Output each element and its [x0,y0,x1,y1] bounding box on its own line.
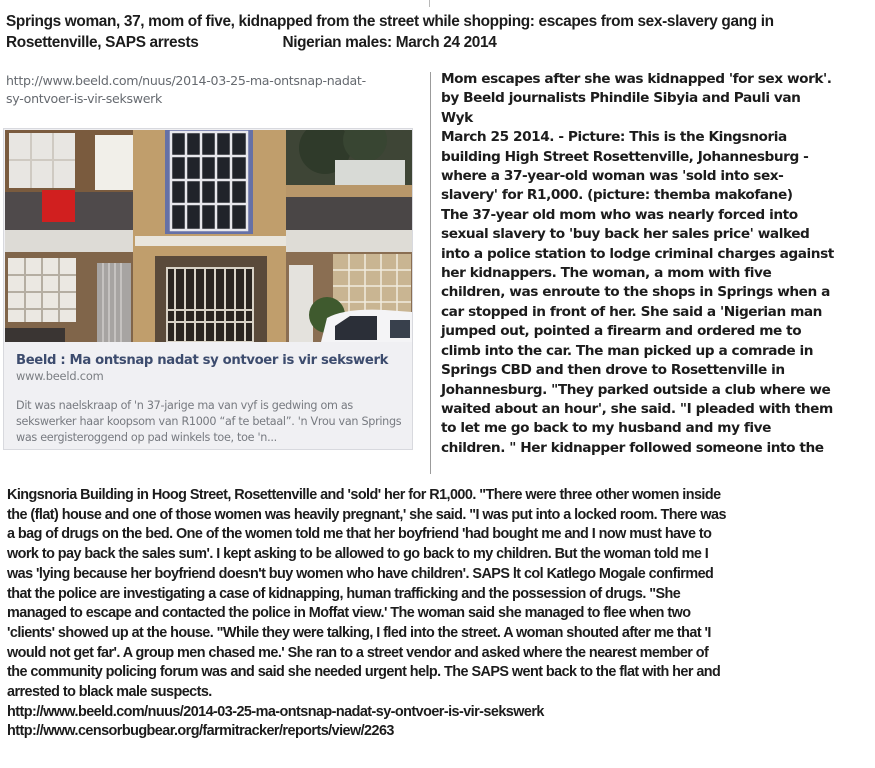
top-tick-mark [429,0,430,7]
headline-line-2 [6,32,866,53]
article-line: The 37-year old mom who was nearly forced into [441,206,798,223]
article-line: to let me go back to my husband and my five [441,420,771,437]
beeld-source-link[interactable]: http://www.beeld.com/nuus/2014-03-25-ma-ontsnap-nadat-sy-ontvoer-is-vir-sekswerk [7,703,544,720]
headline-line-1: Springs woman, 37, mom of five, kidnapped from the street while shopping: escapes from sex-slavery gang in [6,13,774,30]
column-divider [430,72,431,474]
page-headline [6,11,866,53]
article-line: Kingsnoria Building in Hoog Street, Rosettenville and 'sold' her for R1,000. "There were three other women inside [7,487,721,503]
card-domain: www.beeld.com [16,369,104,383]
card-description-line-3: was eergisteroggend op pad winkels toe, toe 'n... [16,431,277,444]
article-line: climb into the car. The man picked up a comrade in [441,342,814,359]
article-line: where a 37-year-old woman was 'sold into sex- [441,168,784,185]
censorbugbear-source-link[interactable]: http://www.censorbugbear.org/farmitracker/reports/view/2263 [7,723,394,740]
article-line: Springs CBD and then drove to Rosettenville in [441,362,785,379]
left-column [3,72,413,108]
article-line: sexual slavery to 'buy back her sales price' walked [441,226,810,243]
card-description-line-1: Dit was naelskraap of 'n 37-jarige ma van vyf is gedwing om as [16,399,353,412]
article-line: car stopped in front of her. She said a 'Nigerian man [441,303,822,320]
article-line: was 'lying because her boyfriend doesn't buy women who have children'. SAPS lt col Katlego Mogale confirmed [7,565,714,582]
source-url-line-1: http://www.beeld.com/nuus/2014-03-25-ma-ontsnap-nadat- [6,73,366,88]
link-preview-card[interactable] [3,128,413,450]
article-line: Wyk [441,109,473,126]
article-line: arrested to black male suspects. [7,684,212,701]
card-description-line-2: sekswerker haar koopsom van R1000 “af te betaal”. 'n Vrou van Springs [16,415,402,428]
article-line: that the police are investigating a case of kidnapping, human trafficking and the possession of drugs. "She [7,585,681,602]
source-url-line-2: sy-ontvoer-is-vir-sekswerk [6,91,163,106]
article-line: jumped out, pointed a firearm and ordered me to [441,323,802,340]
article-line: her kidnappers. The woman, a mom with five [441,265,772,282]
article-line: March 25 2014. - Picture: This is the Kingsnoria [441,129,787,146]
article-line: by Beeld journalists Phindile Sibyia and Pauli van [441,90,801,107]
card-body [16,352,404,446]
article-line: Johannesburg. "They parked outside a club where we [441,381,831,398]
article-line: children, was enroute to the shops in Springs when a [441,284,830,301]
article-line: would not get far'. A group men chased me.' She ran to a street vendor and asked where the nearest member of [7,644,709,661]
article-line: the community policing forum was and said she needed urgent help. The SAPS went back to the flat with her and [7,664,721,681]
article-line: waited about an hour', she said. "I pleaded with them [441,400,833,417]
article-line: a bag of drugs on the bed. One of the women told me that her boyfriend 'had bought me and I now must have to [7,526,712,543]
headline-line-2-part-b: Nigerian males: March 24 2014 [282,34,497,51]
article-line: into a police station to lodge criminal charges against [441,245,834,262]
card-photo[interactable] [5,130,412,342]
card-description [16,398,404,446]
source-links [7,703,873,742]
article-line: the (flat) house and one of those women was heavily pregnant,' she said. "I was put into a locked room. There was [7,506,726,523]
article-line: slavery' for R1,000. (picture: themba makofane) [441,187,793,204]
source-url-link[interactable] [3,72,413,108]
article-line: children. " Her kidnapper followed someone into the [441,439,824,456]
right-column-article [441,70,869,458]
article-line: building High Street Rosettenville, Johannesburg - [441,148,809,165]
article-line: 'clients' showed up at the house. "While they were talking, I fled into the street. A woman shouted after me that 'I [7,624,711,641]
article-line: work to pay back the sales sum'. I kept asking to be allowed to go back to my children. But the woman told me I [7,546,709,563]
bottom-article-text [7,486,873,742]
card-title-link[interactable]: Beeld : Ma ontsnap nadat sy ontvoer is vir sekswerk [16,353,389,368]
article-line: managed to escape and contacted the police in Moffat view.' The woman said she managed to flee when two [7,605,691,622]
article-line: Mom escapes after she was kidnapped 'for sex work'. [441,71,832,87]
headline-line-2-part-a: Rosettenville, SAPS arrests [6,34,199,51]
building-photo-image [5,130,412,342]
